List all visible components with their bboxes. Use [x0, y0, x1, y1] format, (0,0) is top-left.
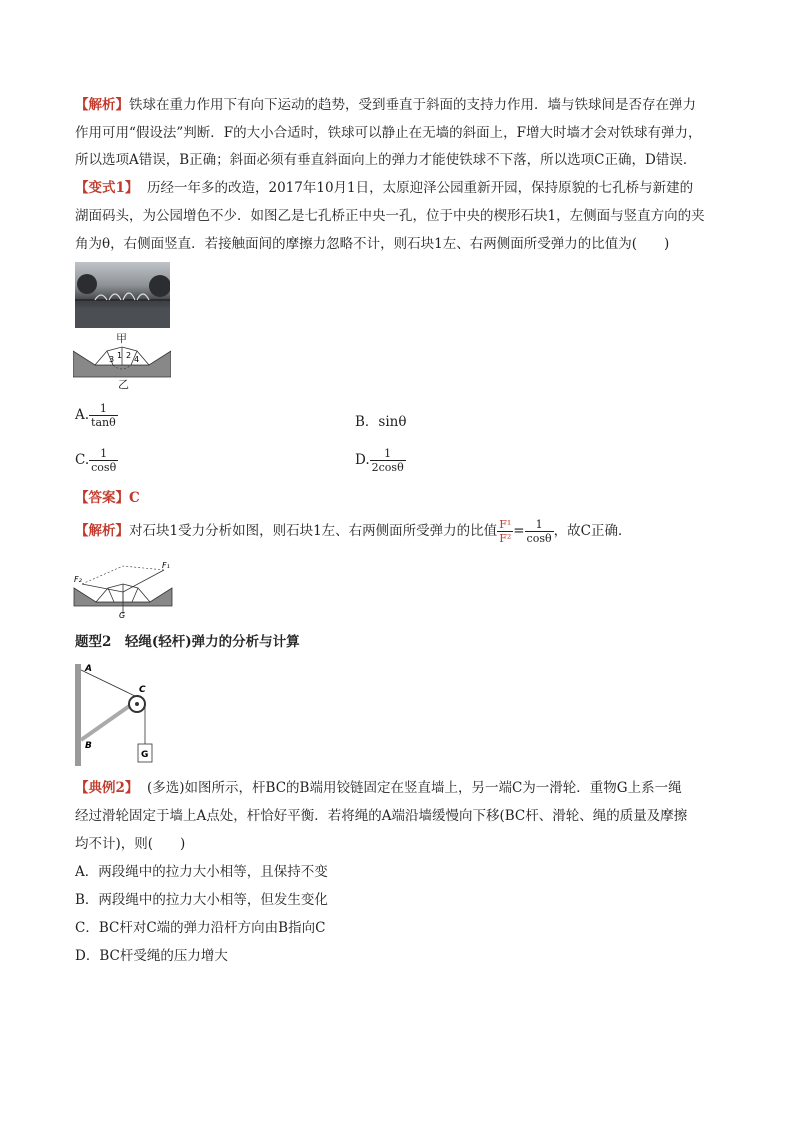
- analysis2-frac1: [497, 518, 513, 545]
- analysis-tag: 【解析】: [75, 97, 129, 113]
- option-d-num: 1: [384, 447, 392, 460]
- analysis2-line: [75, 518, 631, 545]
- frac1-num: F¹: [499, 518, 512, 531]
- label-g-box: G: [141, 750, 149, 760]
- analysis2-tag: 【解析】: [75, 523, 129, 539]
- option-c-fraction: [89, 447, 118, 474]
- answer1: [75, 488, 140, 508]
- arch-block-4: 4: [134, 355, 140, 364]
- frac2-den: cosθ: [526, 532, 552, 545]
- option-a-den: tanθ: [91, 416, 116, 429]
- variant1-line3: 角为θ，右侧面竖直．若接触面间的摩擦力忽略不计，则石块1左、右两侧面所受弹力的比值为( ): [75, 236, 670, 252]
- option-a-num: 1: [99, 402, 107, 415]
- option-d-prefix: D.: [355, 452, 370, 468]
- option-d-den: 2cosθ: [371, 461, 404, 474]
- analysis1-line1: [75, 95, 696, 115]
- variant-tag: 【变式1】: [75, 180, 139, 196]
- topic2-title: 题型2 轻绳(轻杆)弹力的分析与计算: [75, 634, 300, 650]
- label-f1: F₁: [162, 562, 170, 570]
- example2-line2: 经过滑轮固定于墙上A点处，杆恰好平衡．若将绳的A端沿墙缓慢向下移(BC杆、滑轮、绳的质量及摩擦: [75, 808, 688, 824]
- option-a: [75, 402, 118, 429]
- analysis2-tail: ，故C正确．: [553, 523, 632, 539]
- arch-block-1: 1: [117, 351, 123, 360]
- example-tag: 【典例2】: [75, 780, 139, 796]
- example2-line1: [75, 778, 682, 798]
- variant1-text: 历经一年多的改造，2017年10月1日，太原迎泽公园重新开园，保持原貌的七孔桥与新建的: [147, 180, 694, 196]
- option-c: [75, 447, 118, 474]
- option-a-prefix: A.: [75, 407, 90, 423]
- example2-option-b: B．两段绳中的拉力大小相等，但发生变化: [75, 892, 328, 908]
- analysis2-frac2: [525, 518, 554, 545]
- fig-label-yi: 乙: [118, 378, 129, 391]
- label-c: C: [139, 685, 146, 695]
- frac1-den: F²: [499, 532, 512, 545]
- option-c-prefix: C.: [75, 452, 90, 468]
- option-a-fraction: [89, 402, 118, 429]
- label-f2: F₂: [74, 575, 82, 584]
- analysis1-line2: 作用可用“假设法”判断．F的大小合适时，铁球可以静止在无墙的斜面上，F增大时墙才会对铁球有弹力，: [75, 125, 702, 141]
- analysis1-text: 铁球在重力作用下有向下运动的趋势，受到垂直于斜面的支持力作用．墙与铁球间是否存在弹力: [129, 97, 696, 113]
- example2-option-c: C．BC杆对C端的弹力沿杆方向由B指向C: [75, 920, 326, 936]
- variant1-line1: [75, 178, 693, 198]
- option-c-den: cosθ: [91, 461, 117, 474]
- analysis1-line3: 所以选项A错误，B正确；斜面必须有垂直斜面向上的弹力才能使铁球不下落，所以选项C正确，D错误．: [75, 152, 697, 168]
- arch-block-3: 3: [109, 355, 115, 364]
- label-g: G: [119, 611, 126, 618]
- pulley-figure: [75, 662, 165, 770]
- answer-tag: 【答案】: [75, 490, 129, 506]
- rod-bc: [81, 702, 135, 740]
- example2-option-d: D．BC杆受绳的压力增大: [75, 948, 228, 964]
- option-c-num: 1: [100, 447, 108, 460]
- answer-value: C: [129, 490, 140, 506]
- arch-block-2: 2: [126, 351, 132, 360]
- option-b: B．sinθ: [355, 414, 407, 430]
- analysis2-eq: =: [513, 523, 525, 539]
- bridge-photo: [75, 262, 170, 328]
- force-diagram: [72, 562, 174, 618]
- option-d-fraction: [370, 447, 406, 474]
- frac2-num: 1: [535, 518, 543, 531]
- variant1-line2: 湖面码头，为公园增色不少．如图乙是七孔桥正中央一孔，位于中央的楔形石块1，左侧面与竖直方向的夹: [75, 208, 705, 224]
- option-d: [355, 447, 406, 474]
- example2-line3: 均不计)，则( ): [75, 836, 186, 852]
- label-b: B: [85, 741, 92, 751]
- fig-label-jia: 甲: [116, 332, 127, 345]
- force-f1-arrow: [123, 570, 164, 592]
- label-a: A: [85, 664, 92, 674]
- arch-figure: [73, 343, 171, 379]
- bridge-photo-drawing: [75, 262, 170, 328]
- analysis2-text: 对石块1受力分析如图，则石块1左、右两侧面所受弹力的比值: [129, 523, 498, 539]
- example2-option-a: A．两段绳中的拉力大小相等，且保持不变: [75, 864, 328, 880]
- example2-text: (多选)如图所示，杆BC的B端用铰链固定在竖直墙上，另一端C为一滑轮．重物G上系一绳: [147, 780, 682, 796]
